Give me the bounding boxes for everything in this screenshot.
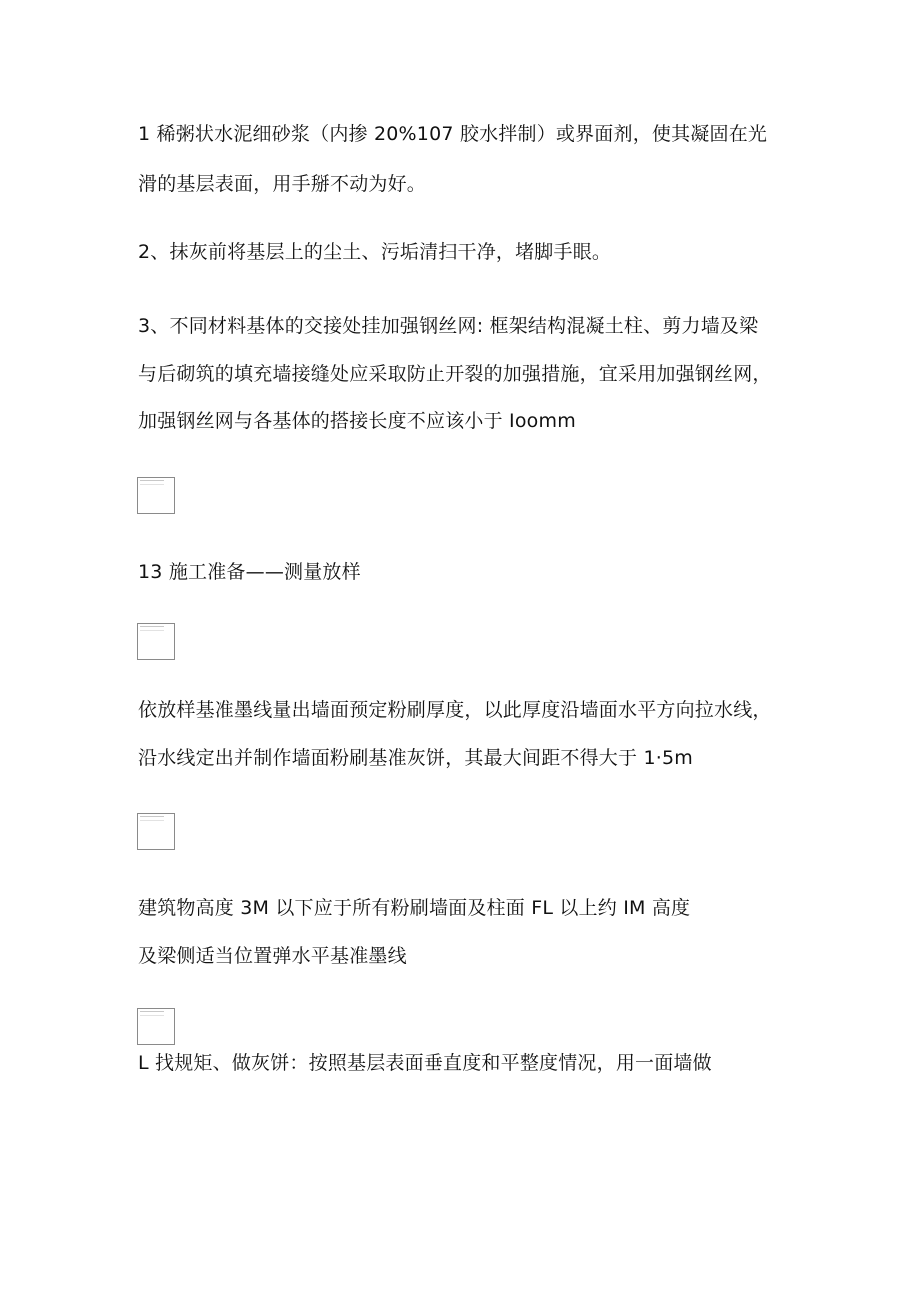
image-placeholder-3 bbox=[137, 813, 175, 850]
paragraph-3-line-3: 加强钢丝网与各基体的搭接长度不应该小于 Ioomm bbox=[138, 410, 576, 432]
image-placeholder-icon bbox=[140, 816, 164, 821]
section-heading: 13 施工准备——测量放样 bbox=[138, 561, 361, 583]
image-placeholder-2 bbox=[137, 623, 175, 660]
paragraph-3-line-2: 与后砌筑的填充墙接缝处应采取防止开裂的加强措施，宜采用加强钢丝网， bbox=[138, 363, 772, 385]
image-placeholder-icon bbox=[140, 1011, 164, 1016]
paragraph-4-line-1: 依放样基准墨线量出墙面预定粉刷厚度，以此厚度沿墙面水平方向拉水线， bbox=[138, 699, 772, 721]
paragraph-1-line-2: 滑的基层表面，用手掰不动为好。 bbox=[138, 173, 427, 195]
image-placeholder-icon bbox=[140, 626, 164, 631]
paragraph-4-line-2: 沿水线定出并制作墙面粉刷基准灰饼，其最大间距不得大于 1·5m bbox=[138, 747, 693, 769]
paragraph-5-line-1: 建筑物高度 3M 以下应于所有粉刷墙面及柱面 FL 以上约 IM 高度 bbox=[138, 897, 691, 919]
image-placeholder-1 bbox=[137, 477, 175, 514]
paragraph-3-line-1: 3、不同材料基体的交接处挂加强钢丝网: 框架结构混凝土柱、剪力墙及梁 bbox=[138, 315, 759, 337]
image-placeholder-icon bbox=[140, 480, 164, 485]
paragraph-2: 2、抹灰前将基层上的尘土、污垢清扫干净，堵脚手眼。 bbox=[138, 241, 612, 263]
paragraph-5-line-2: 及梁侧适当位置弹水平基准墨线 bbox=[138, 945, 407, 967]
image-placeholder-4 bbox=[137, 1008, 175, 1045]
paragraph-1-line-1: 1 稀粥状水泥细砂浆（内掺 20%107 胶水拌制）或界面剂，使其凝固在光 bbox=[138, 123, 768, 145]
paragraph-6: L 找规矩、做灰饼：按照基层表面垂直度和平整度情况，用一面墙做 bbox=[138, 1052, 712, 1074]
